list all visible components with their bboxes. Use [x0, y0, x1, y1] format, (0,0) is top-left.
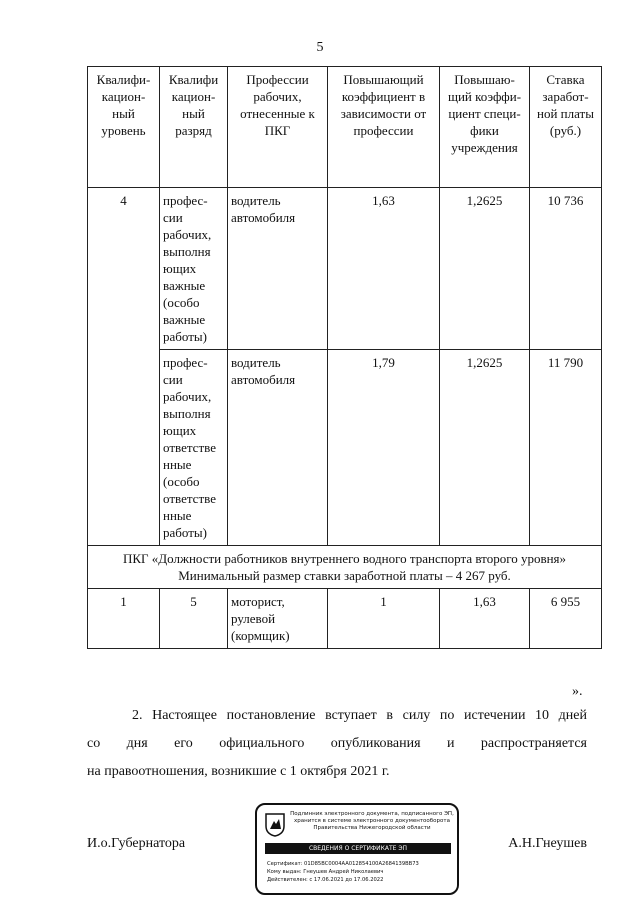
pkg-title: ПКГ «Должности работников внутреннего водного транспорта второго уровня»	[122, 551, 567, 566]
rank-cell: 5	[160, 589, 228, 649]
table-header-row	[88, 67, 602, 188]
coef-profession-cell: 1,63	[328, 188, 440, 350]
coef-specifics-cell: 1,2625	[440, 188, 530, 350]
stamp-certificate: Сертификат: 01D85BC0004AA012854100A2684139BB73	[267, 861, 419, 867]
table-row	[88, 589, 602, 649]
level-cell: 4	[88, 188, 160, 546]
profession-cell: моторист, рулевой (кормщик)	[228, 589, 328, 649]
signatory-name: А.Н.Гнеушев	[508, 836, 587, 851]
header-rank: Квалифи кацион-ный разряд	[160, 67, 228, 188]
table-row	[88, 350, 602, 546]
rate-cell: 10 736	[530, 188, 602, 350]
table-row	[88, 188, 602, 350]
header-level: Квалифи-кацион-ный уровень	[88, 67, 160, 188]
page-number: 5	[316, 40, 324, 55]
pkg-group-cell	[88, 546, 602, 589]
header-coef-profession: Повышающий коэффициент в зависимости от профессии	[328, 67, 440, 188]
stamp-owner: Кому выдан: Гнеушев Андрей Николаевич	[267, 869, 384, 875]
paragraph-line: со дня его официального опубликования и распространяется	[87, 736, 587, 751]
coef-profession-cell: 1	[328, 589, 440, 649]
header-profession: Профессии рабочих, отнесенные к ПКГ	[228, 67, 328, 188]
rank-cell: профес-сии рабочих, выполня ющих важные (особо важные работы)	[160, 188, 228, 350]
coef-specifics-cell: 1,2625	[440, 350, 530, 546]
coef-profession-cell: 1,79	[328, 350, 440, 546]
salary-table	[87, 66, 602, 649]
stamp-header: СВЕДЕНИЯ О СЕРТИФИКАТЕ ЭП	[265, 843, 451, 854]
stamp-validity: Действителен: с 17.06.2021 до 17.06.2022	[267, 877, 384, 883]
stamp-intro: Подлинник электронного документа, подписанного ЭП, хранится в системе электронного документооборота Правительства Нижегородской области	[290, 811, 454, 831]
profession-cell: водитель автомобиля	[228, 350, 328, 546]
header-coef-specifics: Повышаю-щий коэффи-циент специ-фики учреждения	[440, 67, 530, 188]
coef-specifics-cell: 1,63	[440, 589, 530, 649]
paragraph-line: 2. Настоящее постановление вступает в силу по истечении 10 дней	[132, 708, 587, 723]
electronic-signature-stamp	[255, 803, 459, 895]
rank-cell: профес-сии рабочих, выполня ющих ответстве нные (особо ответстве нные работы)	[160, 350, 228, 546]
profession-cell: водитель автомобиля	[228, 188, 328, 350]
coat-of-arms-icon	[265, 813, 285, 837]
pkg-group-row	[88, 546, 602, 589]
rate-cell: 11 790	[530, 350, 602, 546]
level-cell: 1	[88, 589, 160, 649]
paragraph-line: на правоотношения, возникшие с 1 октября 2021 г.	[87, 764, 390, 779]
pkg-min-rate: Минимальный размер ставки заработной платы – 4 267 руб.	[178, 568, 511, 583]
signatory-position: И.о.Губернатора	[87, 836, 186, 851]
closing-quote: ».	[572, 684, 583, 699]
header-rate: Ставка заработ-ной платы (руб.)	[530, 67, 602, 188]
rate-cell: 6 955	[530, 589, 602, 649]
